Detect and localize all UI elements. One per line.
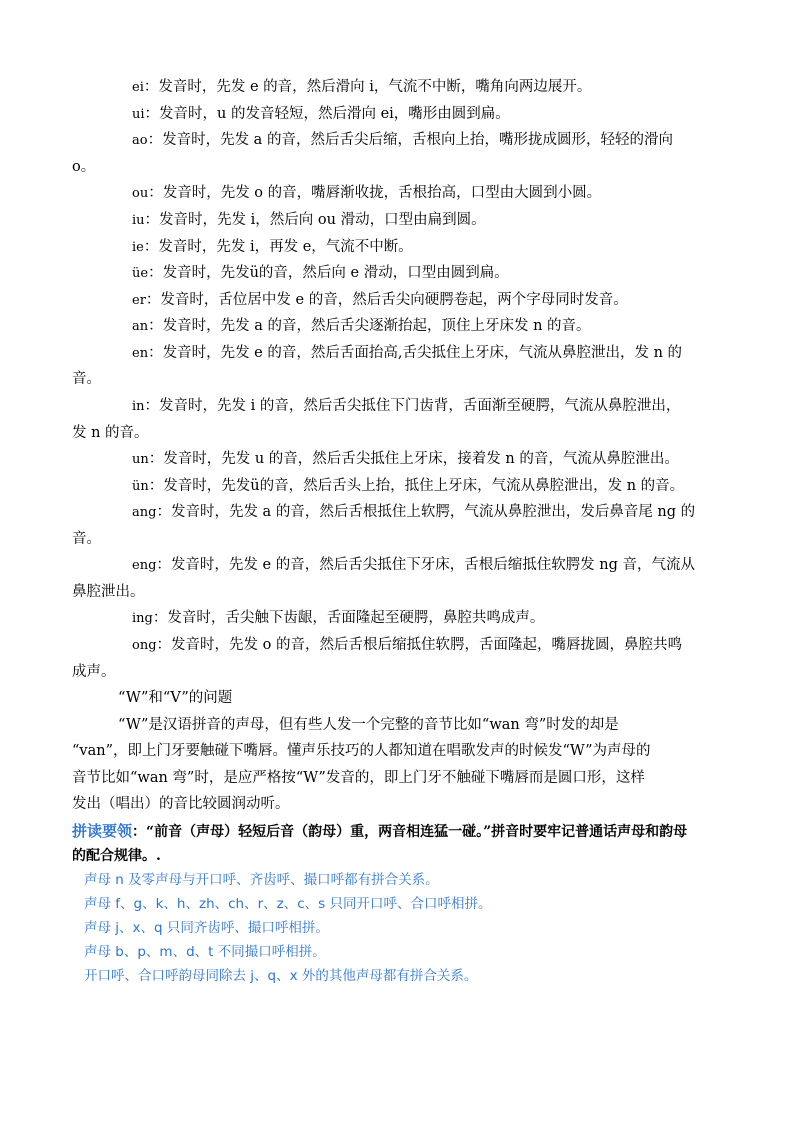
final-ang-continuation: 音。 bbox=[72, 531, 101, 547]
wv-section-title: “W”和“V”的问题 bbox=[118, 690, 233, 706]
spelling-rule-text: ：“前音（声母）轻短后音（韵母）重，两音相连猛一碰。”拼音时要牢记普通话声母和韵母 bbox=[132, 824, 688, 840]
final-un-umlaut-line bbox=[132, 476, 684, 497]
final-description: ：发音时，先发 o 的音，然后舌根后缩抵住软腭，舌面隆起，嘴唇拢圆，鼻腔共鸣 bbox=[156, 637, 682, 653]
final-ei-line bbox=[132, 77, 591, 98]
final-code: üe bbox=[132, 266, 149, 281]
final-ou-line bbox=[132, 183, 601, 204]
spelling-rule-item: 声母 n 及零声母与开口呼、齐齿呼、撮口呼都有拼合关系。 bbox=[84, 872, 439, 888]
spelling-heading bbox=[72, 820, 687, 843]
final-code: ei bbox=[132, 80, 144, 95]
wv-paragraph-line: 发出（唱出）的音比较圆润动听。 bbox=[72, 796, 290, 812]
final-code: en bbox=[132, 346, 149, 361]
final-ue-line bbox=[132, 263, 509, 284]
final-description: ：发音时，先发 o 的音，嘴唇渐收拢，舌根抬高，口型由大圆到小圆。 bbox=[148, 185, 602, 201]
spelling-rule-item: 声母 f、g、k、h、zh、ch、r、z、c、s 只同开口呼、合口呼相拼。 bbox=[84, 896, 492, 912]
final-description: ：发音时，先发 e 的音，然后舌面抬高,舌尖抵住上牙床，气流从鼻腔泄出，发 n 的 bbox=[148, 345, 683, 361]
final-code: ui bbox=[132, 107, 145, 122]
final-description: ：发音时，先发 u 的音，然后舌尖抵住上牙床，接着发 n 的音，气流从鼻腔泄出。 bbox=[148, 451, 679, 467]
final-code: ou bbox=[132, 186, 149, 201]
final-description: ：发音时，先发ü的音，然后舌头上抬，抵住上牙床，气流从鼻腔泄出，发 n 的音。 bbox=[148, 478, 685, 494]
final-description: ：发音时，先发 i，然后向 ou 滑动，口型由扁到圆。 bbox=[144, 212, 486, 228]
final-ong-continuation: 成声。 bbox=[72, 664, 116, 680]
final-en-continuation: 音。 bbox=[72, 371, 101, 387]
final-description: ：发音时，先发 i，再发 e，气流不中断。 bbox=[143, 239, 413, 255]
spelling-label: 拼读要领 bbox=[72, 822, 133, 840]
final-ie-line bbox=[132, 237, 413, 258]
final-description: ：发音时，先发 i 的音，然后舌尖抵住下门齿背，舌面渐至硬腭，气流从鼻腔泄出， bbox=[144, 398, 681, 414]
final-ao-continuation: o。 bbox=[72, 159, 96, 175]
wv-paragraph-line: 音节比如“wan 弯”时，是应严格按“W”发音的，即上门牙不触碰下嘴唇而是圆口形，这样 bbox=[72, 770, 645, 786]
final-ao-line bbox=[132, 130, 673, 151]
final-code: ao bbox=[132, 133, 148, 148]
final-ing-line bbox=[132, 608, 544, 629]
final-code: ong bbox=[132, 638, 157, 653]
final-ang-line bbox=[132, 502, 695, 523]
final-description: ：发音时，u 的发音轻短，然后滑向 ei，嘴形由圆到扁。 bbox=[144, 106, 510, 122]
final-description: ：发音时，先发 a 的音，然后舌尖后缩，舌根向上抬，嘴形拢成圆形，轻轻的滑向 bbox=[147, 132, 673, 148]
final-code: er bbox=[132, 293, 146, 308]
final-description: ：发音时，先发 a 的音，然后舌尖逐渐抬起，顶住上牙床发 n 的音。 bbox=[148, 318, 591, 334]
final-description: ：发音时，舌尖触下齿龈，舌面隆起至硬腭，鼻腔共鸣成声。 bbox=[152, 610, 545, 626]
final-in-line bbox=[132, 396, 680, 417]
final-in-continuation: 发 n 的音。 bbox=[72, 425, 149, 441]
final-code: un bbox=[132, 452, 149, 467]
final-code: in bbox=[132, 399, 145, 414]
final-code: an bbox=[132, 319, 149, 334]
final-an-line bbox=[132, 316, 591, 337]
final-eng-continuation: 鼻腔泄出。 bbox=[72, 584, 145, 600]
spelling-rule-item: 声母 j、x、q 只同齐齿呼、撮口呼相拼。 bbox=[84, 920, 329, 936]
final-code: ün bbox=[132, 479, 149, 494]
final-en-line bbox=[132, 343, 682, 364]
final-ong-line bbox=[132, 635, 682, 656]
final-code: iu bbox=[132, 213, 145, 228]
final-description: ：发音时，先发ü的音，然后向 e 滑动，口型由圆到扁。 bbox=[148, 265, 509, 281]
wv-paragraph-line: “W”是汉语拼音的声母，但有些人发一个完整的音节比如“wan 弯”时发的却是 bbox=[118, 717, 619, 733]
final-description: ：发音时，先发 a 的音，然后舌根抵住上软腭，气流从鼻腔泄出，发后鼻音尾 ng 的 bbox=[156, 504, 696, 520]
spelling-rule-continuation: 的配合规律。. bbox=[72, 848, 161, 864]
final-un-line bbox=[132, 449, 679, 470]
spelling-rule-item: 声母 b、p、m、d、t 不同撮口呼相拼。 bbox=[84, 944, 326, 960]
final-ui-line bbox=[132, 104, 510, 125]
final-code: ing bbox=[132, 611, 153, 626]
final-code: ang bbox=[132, 505, 157, 520]
final-er-line bbox=[132, 290, 628, 311]
final-iu-line bbox=[132, 210, 486, 231]
final-code: eng bbox=[132, 558, 157, 573]
final-code: ie bbox=[132, 240, 144, 255]
final-description: ：发音时，先发 e 的音，然后滑向 i，气流不中断，嘴角向两边展开。 bbox=[143, 79, 592, 95]
final-eng-line bbox=[132, 555, 695, 576]
wv-paragraph-line: “van”，即上门牙要触碰下嘴唇。懂声乐技巧的人都知道在唱歌发声的时候发“W”为声母的 bbox=[72, 743, 651, 759]
spelling-rule-item: 开口呼、合口呼韵母同除去 j、q、x 外的其他声母都有拼合关系。 bbox=[84, 968, 478, 984]
final-description: ：发音时，先发 e 的音，然后舌尖抵住下牙床，舌根后缩抵住软腭发 ng 音，气流从 bbox=[156, 557, 696, 573]
final-description: ：发音时，舌位居中发 e 的音，然后舌尖向硬腭卷起，两个字母同时发音。 bbox=[145, 292, 628, 308]
